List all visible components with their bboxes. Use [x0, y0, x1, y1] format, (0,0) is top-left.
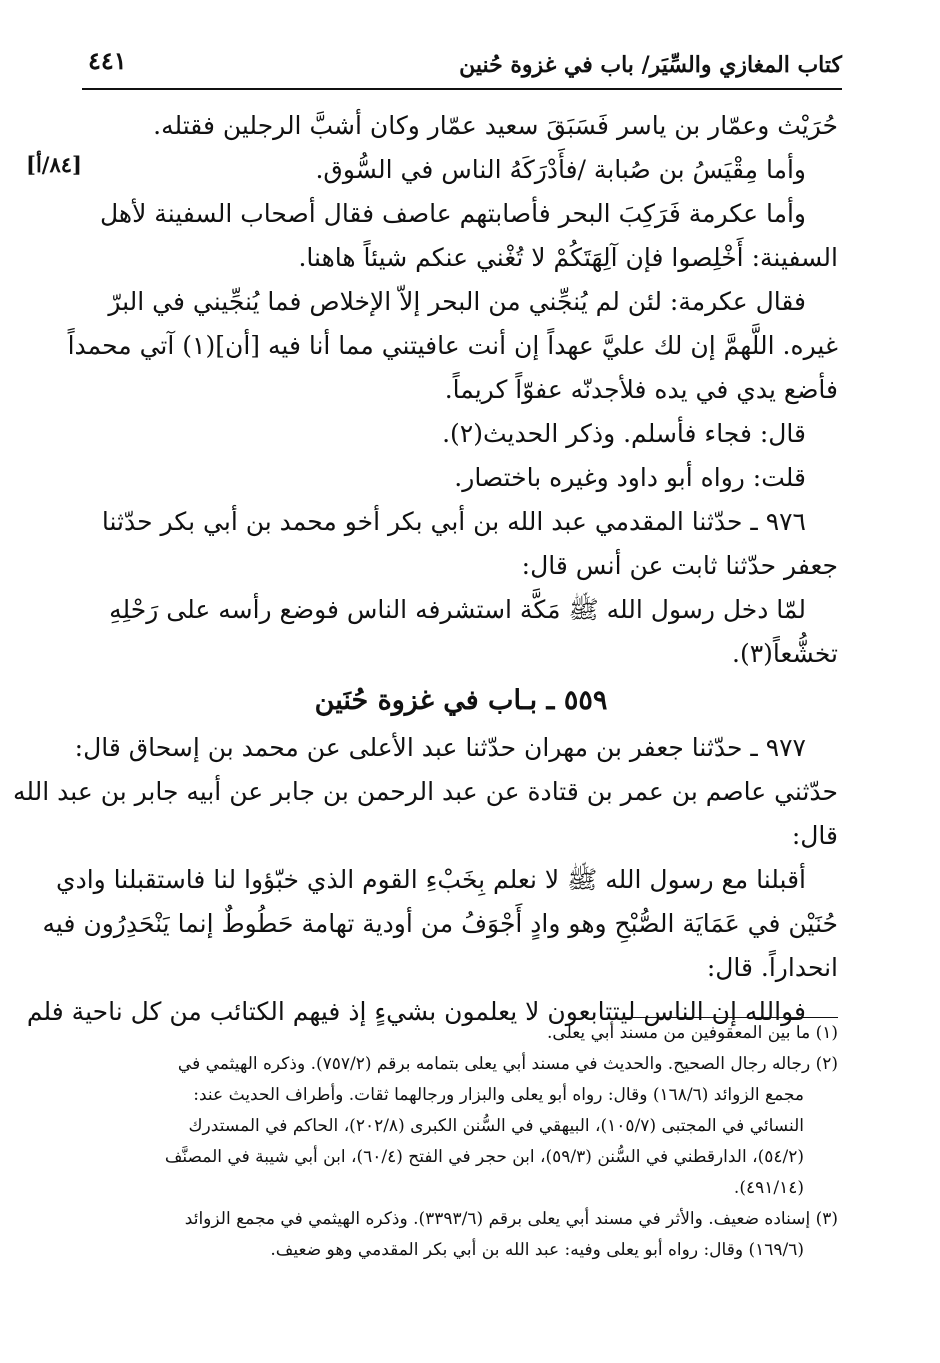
- header-title: كتاب المغازي والسِّيَر/ باب في غزوة حُنين: [459, 52, 842, 78]
- footnote-line: (١) ما بين المعقوفين من مسند أبي يعلى.: [547, 1023, 838, 1043]
- text-line: وأما مِقْيَسُ بن صُبابة /فأَدْرَكَهُ الناس في السُّوق.: [315, 155, 806, 184]
- text-line: حدّثني عاصم بن عمر بن قتادة عن عبد الرحمن بن جابر عن أبيه جابر بن عبد الله: [12, 777, 838, 806]
- text-line: فقال عكرمة: لئن لم يُنجِّني من البحر إلاّ الإخلاص فما يُنجِّيني في البرّ: [108, 287, 806, 316]
- text-line: فوالله إن الناس ليتتابعون لا يعلمون بشيءٍ إذ فيهم الكتائب من كل ناحية فلم: [26, 997, 806, 1026]
- text-line: السفينة: أَخْلِصوا فإن آلِهَتَكُمْ لا تُغْني عنكم شيئاً هاهنا.: [298, 243, 838, 272]
- footnote-line: (٣) إسناده ضعيف. والأثر في مسند أبي يعلى برقم (٣٣٩٣/٦). وذكره الهيثمي في مجمع الزوائد: [184, 1209, 838, 1229]
- footnote-line: مجمع الزوائد (١٦٨/٦) وقال: رواه أبو يعلى والبزار ورجالهما ثقات. وأطراف الحديث عند:: [193, 1085, 804, 1105]
- running-header: [82, 40, 842, 90]
- manuscript-folio-marker: [٨٤/أ]: [26, 152, 82, 177]
- text-line: غيره. اللَّهمَّ إن لك عليَّ عهداً إن أنت عافيتني مما أنا فيه [أن](١) آتي محمداً: [67, 331, 838, 360]
- chapter-heading: ٥٥٩ ـ بـاب في غزوة حُنَين: [314, 685, 608, 716]
- text-line: حُرَيْث وعمّار بن ياسر فَسَبَقَ سعيد عمّار وكان أشبَّ الرجلين فقتله.: [153, 111, 838, 140]
- text-line: حُنَيْن في عَمَايَة الصُّبْحِ وهو وادٍ أَجْوَفُ من أودية تهامة حَطُوطٌ إنما يَنْحَدِرُون فيه: [42, 909, 838, 938]
- footnote-line: النسائي في المجتبى (١٠٥/٧)، البيهقي في السُّنن الكبرى (٢٠٢/٨)، الحاكم في المستدرك: [188, 1116, 804, 1136]
- footnote-line: (٢) رجاله رجال الصحيح. والحديث في مسند أبي يعلى بتمامه برقم (٧٥٧/٢). وذكره الهيثمي في: [177, 1054, 838, 1074]
- text-line: قال: فجاء فأسلم. وذكر الحديث(٢).: [442, 419, 806, 448]
- footnote-line: (٤٩١/١٤).: [733, 1178, 804, 1198]
- footnote-line: (٥٤/٢)، الدارقطني في السُّنن (٥٩/٣)، ابن حجر في الفتح (٦٠/٤)، ابن أبي شيبة في المصنَّف: [164, 1147, 804, 1167]
- text-line: لمّا دخل رسول الله ﷺ مَكَّة استشرفه الناس فوضع رأسه على رَحْلِهِ: [109, 595, 806, 624]
- text-line: فأضع يدي في يده فلأجدنّه عفوّاً كريماً.: [444, 375, 838, 404]
- text-line: قلت: رواه أبو داود وغيره باختصار.: [454, 463, 806, 492]
- text-line: أقبلنا مع رسول الله ﷺ لا نعلم بِخَبْءِ القوم الذي خبّؤوا لنا فاستقبلنا وادي: [56, 865, 806, 894]
- footnote-line: (١٦٩/٦) وقال: رواه أبو يعلى وفيه: عبد الله بن أبي بكر المقدمي وهو ضعيف.: [270, 1240, 804, 1260]
- hadith-number-line: ٩٧٧ ـ حدّثنا جعفر بن مهران حدّثنا عبد الأعلى عن محمد بن إسحاق قال:: [74, 733, 806, 762]
- footnotes: [84, 1018, 838, 1266]
- text-line: قال:: [791, 821, 838, 850]
- text-line: تخشُّعاً(٣).: [732, 639, 838, 668]
- text-line: انحداراً. قال:: [706, 953, 838, 982]
- page-number: ٤٤١: [88, 46, 127, 75]
- text-line: وأما عكرمة فَرَكِبَ البحر فأصابتهم عاصف فقال أصحاب السفينة لأهل: [99, 199, 806, 228]
- hadith-number-line: ٩٧٦ ـ حدّثنا المقدمي عبد الله بن أبي بكر أخو محمد بن أبي بكر حدّثنا: [101, 507, 806, 536]
- text-line: جعفر حدّثنا ثابت عن أنس قال:: [521, 551, 838, 580]
